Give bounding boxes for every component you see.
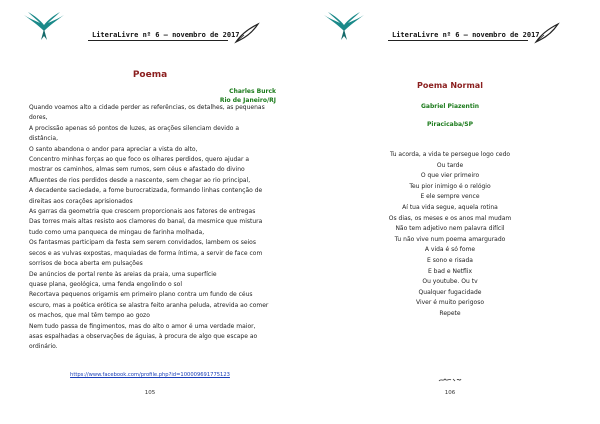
page-number: 105 [144,390,156,396]
poem-line: Os fantasmas participam da festa sem serem convidados, lambem os seios [29,239,256,247]
poem-line: E ele sempre vence [420,193,480,201]
poem-line: os machos, que mal têm tempo ao gozo [29,312,150,320]
poem-body [29,103,279,353]
poem-line: tudo como uma panqueca de mingau de farinha molhada, [29,228,205,236]
poem-line: secos e as vulvas expostas, maquiadas de forma íntima, a servir de face com [29,249,263,257]
poem-line: quase plana, geológica, uma fenda engolindo o sol [29,280,183,288]
poem-line: mostrar os caminhos, almas sem rumos, sem céus e afastado do divino [29,166,245,174]
poem-line: E sono e risada [427,256,473,264]
poem-line: A procissão apenas só pontos de luzes, as orações silenciam devido a [29,124,240,132]
swallow-bird-icon [322,11,366,41]
quill-pen-icon [532,22,560,44]
poem-line: As garras da geometria que crescem proporcionais aos fatores de entregas [29,208,256,216]
poem-line: Nem tudo passa de fingimentos, mas do alto o amor é uma verdade maior, [29,322,256,330]
poem-line: escuro, mas a poética erótica se alastra feito aranha peluda, atrevida ao comer [29,301,269,309]
header-rule [388,40,528,41]
author-name: Charles Burck [229,88,276,95]
poem-line: Repete [439,309,461,317]
poem-line: asas espalhadas a observações de águias, à procura de algo que escape ao [29,332,258,340]
poem-title: Poema [132,70,168,80]
page-right [300,0,600,424]
poem-line: Não tem adjetivo nem palavra difícil [395,225,505,233]
page-header [300,8,600,44]
poem-line: A vida é só fome [424,246,476,254]
poem-line: O que vier primeiro [420,172,480,180]
poem-line: distância, [29,135,58,143]
poem-line: Quando voamos alto a cidade perder as referências, os detalhes, as pequenas [29,104,265,111]
poem-line: Concentro minhas forças ao que foco os olhares perdidos, quero ajudar a [29,156,250,164]
poem-line: Ou youtube. Ou tv [422,278,478,286]
poem-line: Os dias, os meses e os anos mal mudam [388,214,512,222]
magazine-header: LiteraLivre nº 6 – novembro de 2017 [392,31,540,39]
author-name: Gabriel Piazentin [420,103,480,110]
poem-line: Tu acorda, a vida te persegue logo cedo [389,151,511,158]
magazine-header: LiteraLivre nº 6 – novembro de 2017 [92,31,240,39]
poem-line: Viver é muito perigoso [415,299,484,307]
author-location: Piracicaba/SP [427,121,473,128]
poem-line: Teu pior inimigo é o relógio [409,182,491,190]
poem-title: Poema Normal [417,81,483,90]
poem-line: Das torres mais altas resisto aos clamores do banal, da mesmice que mistura [29,218,263,226]
poem-line: dores, [29,114,48,122]
quill-pen-icon [232,22,260,44]
poem-line: O santo abandona o andor para apreciar a vista do alto, [29,145,198,153]
poem-line: A decadente saciedade, a fome burocratizada, formando linhas contenção de [29,187,263,195]
signature-scribble-icon [438,377,462,383]
facebook-link[interactable]: https://www.facebook.com/profile.php?id=100009691775123 [70,372,230,378]
poem-line: Ou tarde [436,161,464,169]
swallow-bird-icon [22,11,66,41]
poem-line: De anúncios de portal rente às areias da praia, uma superfície [29,270,217,278]
poem-line: ordinário. [29,343,58,351]
poem-line: Tu não vive num poema amargurado [394,235,506,243]
poem-line: direitas aos corações aprisionados [29,197,133,205]
author-location: Rio de Janeiro/RJ [219,97,276,104]
poem-line: E bad e Netflix [427,267,473,275]
poem-body [300,150,600,320]
poem-line: Qualquer fugacidade [418,288,482,296]
poem-line: Afluentes de rios perdidos desde a nascente, sem chegar ao rio principal, [29,176,251,184]
header-rule [88,40,228,41]
poem-line: Aí tua vida segue, aquela rotina [402,203,498,211]
page-header [0,8,300,44]
poem-line: sorrisos de boca aberta em pulsações [29,260,143,268]
poem-line: Recortava pequenos origamis em primeiro plano contra um fundo de céus [29,291,253,299]
page-number: 106 [444,390,456,396]
